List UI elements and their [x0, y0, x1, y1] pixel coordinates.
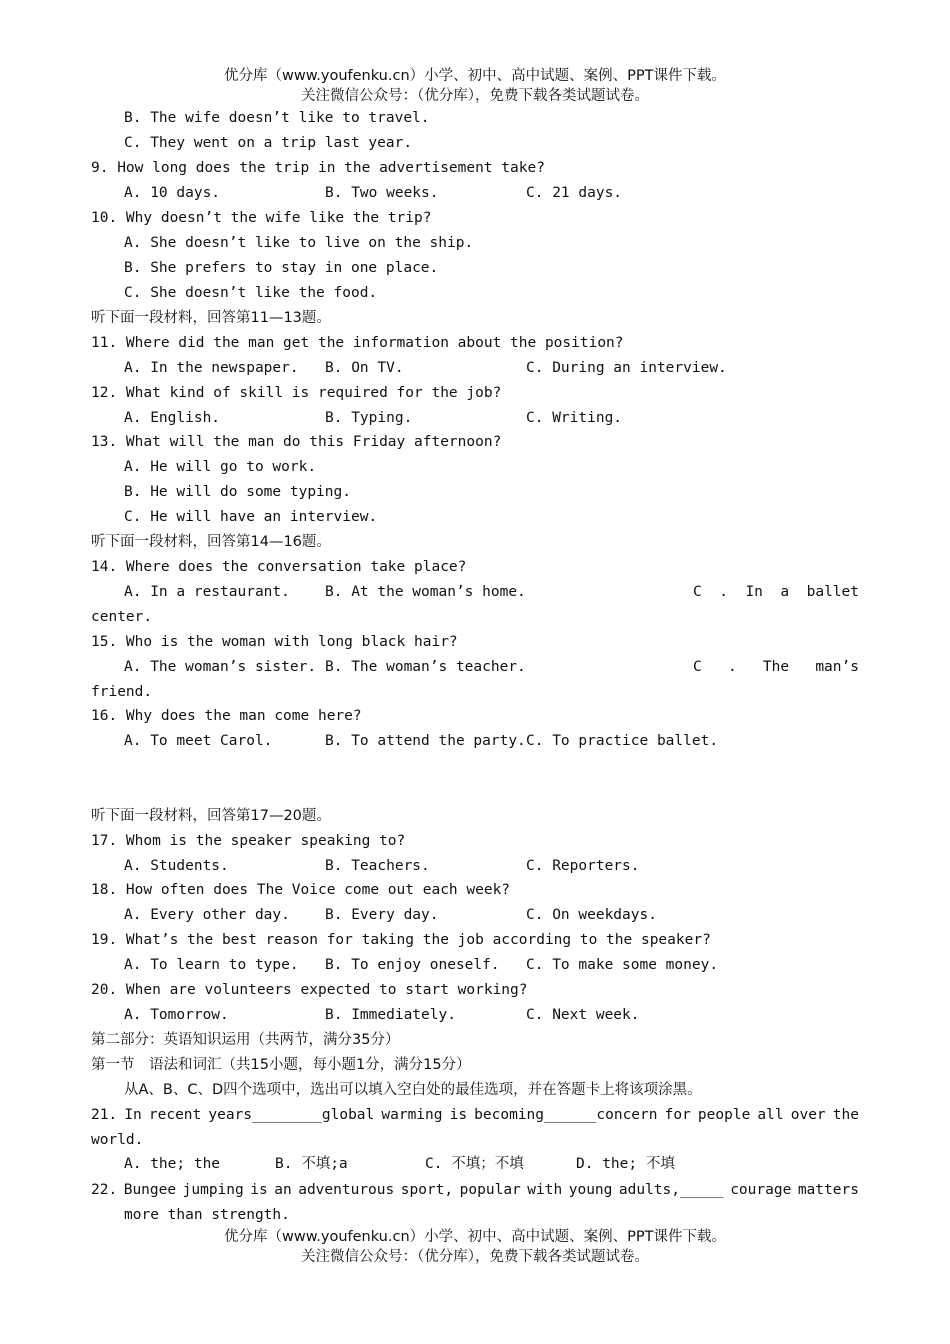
section-heading-14-16: 听下面一段材料，回答第14—16题。	[91, 534, 331, 550]
q22-word: with	[527, 1182, 563, 1198]
q22-word: adults,_____	[618, 1182, 724, 1198]
q19-option-c: C. To make some money.	[526, 957, 719, 973]
q22-word: popular	[459, 1182, 521, 1198]
q21-option-c: C. 不填；不填	[425, 1156, 524, 1172]
q22-word: matters	[797, 1182, 859, 1198]
header-line-2: 关注微信公众号：（优分库），免费下载各类试题试卷。	[301, 88, 649, 104]
q15-option-c-continuation: friend.	[91, 684, 153, 700]
q14-option-b: B. At the woman’s home.	[325, 584, 526, 600]
q17-option-c: C. Reporters.	[526, 858, 640, 874]
q21-question	[91, 1105, 859, 1125]
q9-option-c: C. 21 days.	[526, 185, 623, 201]
q21-option-b: B. 不填;a	[275, 1156, 348, 1172]
section-heading-11-13: 听下面一段材料，回答第11—13题。	[91, 310, 331, 326]
q22-question-continuation: more than strength.	[124, 1207, 290, 1223]
q9-question: 9. How long does the trip in the advertisement take?	[91, 160, 545, 176]
q15-option-c-word: C	[693, 659, 702, 675]
footer-line-2: 关注微信公众号：（优分库），免费下载各类试题试卷。	[301, 1249, 649, 1265]
q18-option-b: B. Every day.	[325, 907, 439, 923]
q11-option-a: A. In the newspaper.	[124, 360, 299, 376]
q20-option-b: B. Immediately.	[325, 1007, 456, 1023]
q19-option-b: B. To enjoy oneself.	[325, 957, 500, 973]
q15-option-c	[693, 657, 859, 677]
q13-option-b: B. He will do some typing.	[124, 484, 351, 500]
q13-option-a: A. He will go to work.	[124, 459, 317, 475]
q14-option-c	[693, 582, 859, 602]
q14-question: 14. Where does the conversation take place?	[91, 559, 467, 575]
header-line-1: 优分库（www.youfenku.cn）小学、初中、高中试题、案例、PPT课件下载。	[224, 68, 726, 84]
q11-option-c: C. During an interview.	[526, 360, 727, 376]
q18-option-c: C. On weekdays.	[526, 907, 657, 923]
part2-title: 第二部分：英语知识运用（共两节，满分35分）	[91, 1032, 400, 1048]
section1-instruction: 从A、B、C、D四个选项中，选出可以填入空白处的最佳选项，并在答题卡上将该项涂黑。	[124, 1082, 702, 1098]
q11-option-b: B. On TV.	[325, 360, 404, 376]
q16-question: 16. Why does the man come here?	[91, 708, 362, 724]
q9-option-a: A. 10 days.	[124, 185, 221, 201]
q20-option-c: C. Next week.	[526, 1007, 640, 1023]
q21-option-d: D. the; 不填	[576, 1156, 675, 1172]
section-heading-17-20: 听下面一段材料，回答第17—20题。	[91, 808, 331, 824]
q15-option-c-word: man’s	[815, 659, 859, 675]
q21-word: over	[790, 1107, 826, 1123]
q13-question: 13. What will the man do this Friday afternoon?	[91, 434, 502, 450]
q12-question: 12. What kind of skill is required for the job?	[91, 385, 502, 401]
q21-word: warming	[381, 1107, 443, 1123]
q22-word: an	[274, 1182, 292, 1198]
q17-question: 17. Whom is the speaker speaking to?	[91, 833, 406, 849]
q22-word: Bungee	[123, 1182, 177, 1198]
q21-word: In	[124, 1107, 142, 1123]
q19-option-a: A. To learn to type.	[124, 957, 299, 973]
q22-word: jumping	[182, 1182, 244, 1198]
q21-word: 21.	[91, 1107, 118, 1123]
footer-line-1: 优分库（www.youfenku.cn）小学、初中、高中试题、案例、PPT课件下载。	[224, 1229, 726, 1245]
section1-title: 第一节 语法和词汇（共15小题，每小题1分，满分15分）	[91, 1057, 471, 1073]
q21-word: is	[449, 1107, 468, 1123]
q10-option-c: C. She doesn’t like the food.	[124, 285, 378, 301]
q21-option-a: A. the; the	[124, 1156, 221, 1172]
q10-option-a: A. She doesn’t like to live on the ship.	[124, 235, 474, 251]
q14-option-a: A. In a restaurant.	[124, 584, 290, 600]
q22-question	[91, 1180, 859, 1200]
q14-option-c-word: a	[780, 584, 790, 600]
q8-option-b: B. The wife doesn’t like to travel.	[124, 110, 430, 126]
q19-question: 19. What’s the best reason for taking the job according to the speaker?	[91, 932, 711, 948]
q14-option-c-word: In	[745, 584, 763, 600]
q21-word: becoming______concern	[474, 1107, 658, 1123]
q21-word: recent	[148, 1107, 202, 1123]
q15-option-c-word: .	[727, 659, 737, 675]
q21-question-continuation: world.	[91, 1132, 144, 1148]
q15-question: 15. Who is the woman with long black hair?	[91, 634, 458, 650]
q14-option-c-word: .	[719, 584, 728, 600]
q17-option-b: B. Teachers.	[325, 858, 430, 874]
q22-word: 22.	[91, 1182, 118, 1198]
q13-option-c: C. He will have an interview.	[124, 509, 378, 525]
q20-option-a: A. Tomorrow.	[124, 1007, 229, 1023]
q14-option-c-word: ballet	[806, 584, 859, 600]
q15-option-a: A. The woman’s sister.	[124, 659, 317, 675]
q22-word: young	[568, 1182, 613, 1198]
q8-option-c: C. They went on a trip last year.	[124, 135, 413, 151]
q22-word: is	[250, 1182, 268, 1198]
q20-question: 20. When are volunteers expected to start working?	[91, 982, 528, 998]
q16-option-a: A. To meet Carol.	[124, 733, 273, 749]
q14-option-c-word: C	[693, 584, 702, 600]
q17-option-a: A. Students.	[124, 858, 229, 874]
q22-word: courage	[730, 1182, 792, 1198]
q21-word: all	[757, 1107, 784, 1123]
q15-option-b: B. The woman’s teacher.	[325, 659, 526, 675]
q16-option-b: B. To attend the party.	[325, 733, 526, 749]
q9-option-b: B. Two weeks.	[325, 185, 439, 201]
q15-option-c-word: The	[762, 659, 790, 675]
q18-option-a: A. Every other day.	[124, 907, 290, 923]
q12-option-b: B. Typing.	[325, 410, 413, 426]
q10-question: 10. Why doesn’t the wife like the trip?	[91, 210, 432, 226]
q21-word: people	[697, 1107, 751, 1123]
q12-option-c: C. Writing.	[526, 410, 623, 426]
q16-option-c: C. To practice ballet.	[526, 733, 719, 749]
q18-question: 18. How often does The Voice come out each week?	[91, 882, 511, 898]
q21-word: the	[832, 1107, 859, 1123]
q22-word: adventurous	[298, 1182, 395, 1198]
q10-option-b: B. She prefers to stay in one place.	[124, 260, 439, 276]
q14-option-c-continuation: center.	[91, 609, 153, 625]
q21-word: years________global	[208, 1107, 375, 1123]
q21-word: for	[664, 1107, 691, 1123]
q12-option-a: A. English.	[124, 410, 221, 426]
q11-question: 11. Where did the man get the information about the position?	[91, 335, 624, 351]
q22-word: sport,	[400, 1182, 454, 1198]
